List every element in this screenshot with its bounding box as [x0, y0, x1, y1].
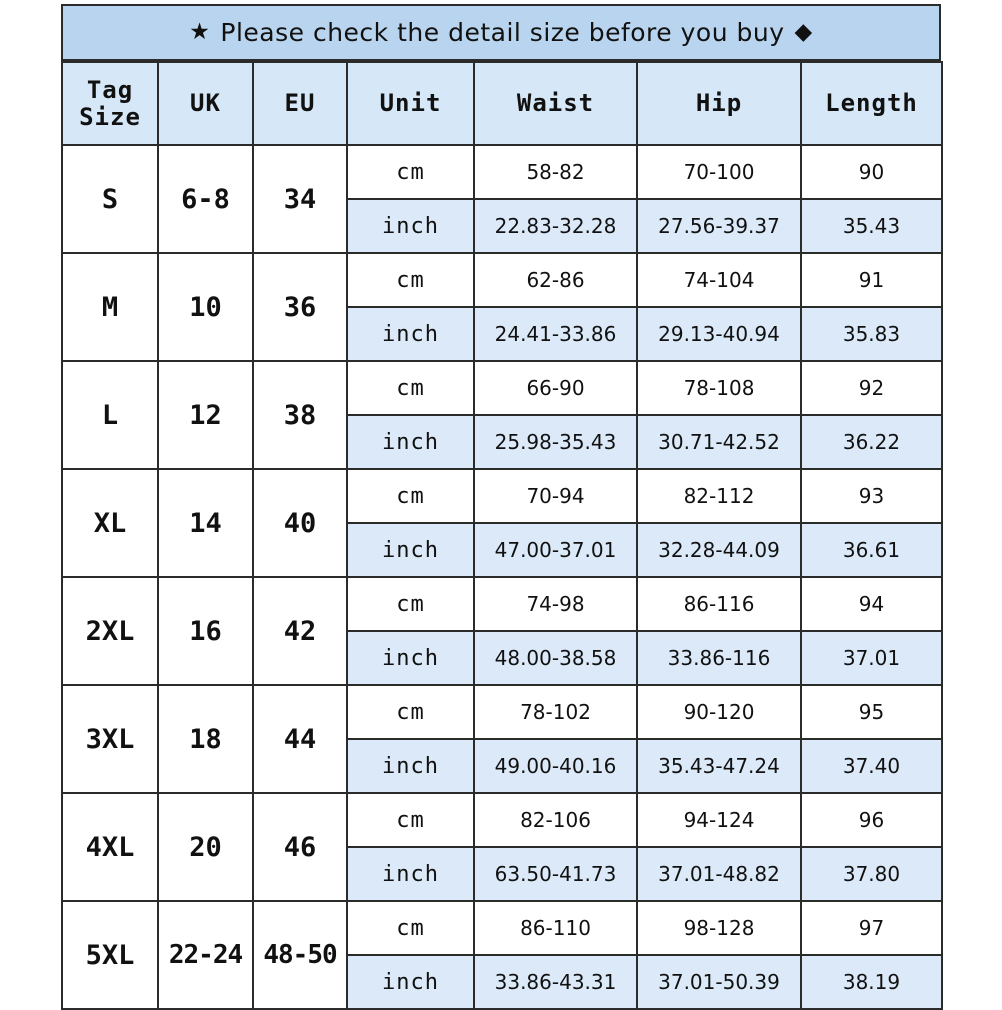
- cell-unit-cm: cm: [347, 793, 474, 847]
- table-header-row: [62, 62, 942, 145]
- header-uk: UK: [158, 62, 253, 145]
- cell-hip-inch: 35.43-47.24: [637, 739, 801, 793]
- cell-unit-cm: cm: [347, 469, 474, 523]
- cell-length-cm: 90: [801, 145, 942, 199]
- header-waist: Waist: [474, 62, 637, 145]
- table-row: [62, 577, 942, 631]
- cell-length-inch: 37.40: [801, 739, 942, 793]
- cell-uk: 10: [158, 253, 253, 361]
- cell-waist-inch: 47.00-37.01: [474, 523, 637, 577]
- cell-tag-size: 3XL: [62, 685, 158, 793]
- cell-eu: 46: [253, 793, 347, 901]
- cell-eu: 36: [253, 253, 347, 361]
- size-table: [61, 61, 943, 1010]
- cell-hip-inch: 37.01-50.39: [637, 955, 801, 1009]
- cell-uk: 14: [158, 469, 253, 577]
- cell-waist-cm: 66-90: [474, 361, 637, 415]
- cell-uk: 12: [158, 361, 253, 469]
- cell-length-inch: 37.80: [801, 847, 942, 901]
- cell-unit-inch: inch: [347, 523, 474, 577]
- notice-banner: [61, 4, 941, 61]
- cell-unit-inch: inch: [347, 199, 474, 253]
- header-eu: EU: [253, 62, 347, 145]
- header-tag-size-line1: Tag: [86, 75, 134, 104]
- cell-length-cm: 95: [801, 685, 942, 739]
- cell-waist-inch: 22.83-32.28: [474, 199, 637, 253]
- cell-waist-inch: 48.00-38.58: [474, 631, 637, 685]
- cell-length-inch: 36.61: [801, 523, 942, 577]
- cell-unit-cm: cm: [347, 253, 474, 307]
- cell-tag-size: M: [62, 253, 158, 361]
- cell-unit-cm: cm: [347, 577, 474, 631]
- cell-eu: 44: [253, 685, 347, 793]
- header-unit: Unit: [347, 62, 474, 145]
- cell-length-inch: 36.22: [801, 415, 942, 469]
- cell-unit-inch: inch: [347, 415, 474, 469]
- cell-waist-cm: 70-94: [474, 469, 637, 523]
- cell-eu: 38: [253, 361, 347, 469]
- cell-tag-size: 5XL: [62, 901, 158, 1009]
- cell-unit-inch: inch: [347, 631, 474, 685]
- notice-text: Please check the detail size before you buy: [220, 18, 785, 47]
- star-icon: ★: [189, 19, 211, 45]
- cell-uk: 18: [158, 685, 253, 793]
- cell-waist-inch: 63.50-41.73: [474, 847, 637, 901]
- cell-hip-cm: 98-128: [637, 901, 801, 955]
- cell-unit-cm: cm: [347, 901, 474, 955]
- cell-hip-cm: 82-112: [637, 469, 801, 523]
- cell-waist-inch: 49.00-40.16: [474, 739, 637, 793]
- cell-length-cm: 97: [801, 901, 942, 955]
- cell-uk: 22-24: [158, 901, 253, 1009]
- cell-unit-cm: cm: [347, 361, 474, 415]
- cell-length-cm: 94: [801, 577, 942, 631]
- cell-unit-cm: cm: [347, 145, 474, 199]
- cell-length-cm: 92: [801, 361, 942, 415]
- cell-length-inch: 37.01: [801, 631, 942, 685]
- header-tag-size: [62, 62, 158, 145]
- diamond-icon: ◆: [794, 19, 813, 45]
- cell-waist-cm: 74-98: [474, 577, 637, 631]
- cell-eu: 40: [253, 469, 347, 577]
- table-row: [62, 145, 942, 199]
- cell-hip-cm: 86-116: [637, 577, 801, 631]
- header-length: Length: [801, 62, 942, 145]
- cell-tag-size: 2XL: [62, 577, 158, 685]
- cell-hip-inch: 29.13-40.94: [637, 307, 801, 361]
- cell-waist-cm: 78-102: [474, 685, 637, 739]
- cell-length-inch: 35.83: [801, 307, 942, 361]
- table-row: [62, 793, 942, 847]
- cell-hip-cm: 74-104: [637, 253, 801, 307]
- cell-unit-inch: inch: [347, 739, 474, 793]
- cell-tag-size: S: [62, 145, 158, 253]
- cell-hip-cm: 78-108: [637, 361, 801, 415]
- table-row: [62, 685, 942, 739]
- cell-waist-inch: 24.41-33.86: [474, 307, 637, 361]
- cell-hip-cm: 90-120: [637, 685, 801, 739]
- header-tag-size-line2: Size: [79, 102, 141, 131]
- cell-length-cm: 96: [801, 793, 942, 847]
- table-row: [62, 253, 942, 307]
- cell-unit-inch: inch: [347, 307, 474, 361]
- cell-hip-cm: 70-100: [637, 145, 801, 199]
- table-row: [62, 901, 942, 955]
- table-body: [62, 145, 942, 1009]
- cell-unit-inch: inch: [347, 955, 474, 1009]
- cell-hip-inch: 30.71-42.52: [637, 415, 801, 469]
- cell-eu: 42: [253, 577, 347, 685]
- cell-uk: 16: [158, 577, 253, 685]
- cell-length-cm: 93: [801, 469, 942, 523]
- cell-hip-inch: 33.86-116: [637, 631, 801, 685]
- cell-hip-cm: 94-124: [637, 793, 801, 847]
- cell-hip-inch: 37.01-48.82: [637, 847, 801, 901]
- cell-waist-inch: 25.98-35.43: [474, 415, 637, 469]
- cell-tag-size: XL: [62, 469, 158, 577]
- cell-waist-cm: 58-82: [474, 145, 637, 199]
- cell-uk: 20: [158, 793, 253, 901]
- cell-tag-size: L: [62, 361, 158, 469]
- cell-waist-cm: 82-106: [474, 793, 637, 847]
- cell-eu: 34: [253, 145, 347, 253]
- cell-waist-cm: 86-110: [474, 901, 637, 955]
- cell-length-cm: 91: [801, 253, 942, 307]
- cell-unit-inch: inch: [347, 847, 474, 901]
- cell-length-inch: 38.19: [801, 955, 942, 1009]
- header-hip: Hip: [637, 62, 801, 145]
- cell-length-inch: 35.43: [801, 199, 942, 253]
- cell-hip-inch: 32.28-44.09: [637, 523, 801, 577]
- table-row: [62, 361, 942, 415]
- cell-waist-inch: 33.86-43.31: [474, 955, 637, 1009]
- cell-hip-inch: 27.56-39.37: [637, 199, 801, 253]
- table-row: [62, 469, 942, 523]
- cell-tag-size: 4XL: [62, 793, 158, 901]
- cell-eu: 48-50: [253, 901, 347, 1009]
- cell-unit-cm: cm: [347, 685, 474, 739]
- cell-uk: 6-8: [158, 145, 253, 253]
- cell-waist-cm: 62-86: [474, 253, 637, 307]
